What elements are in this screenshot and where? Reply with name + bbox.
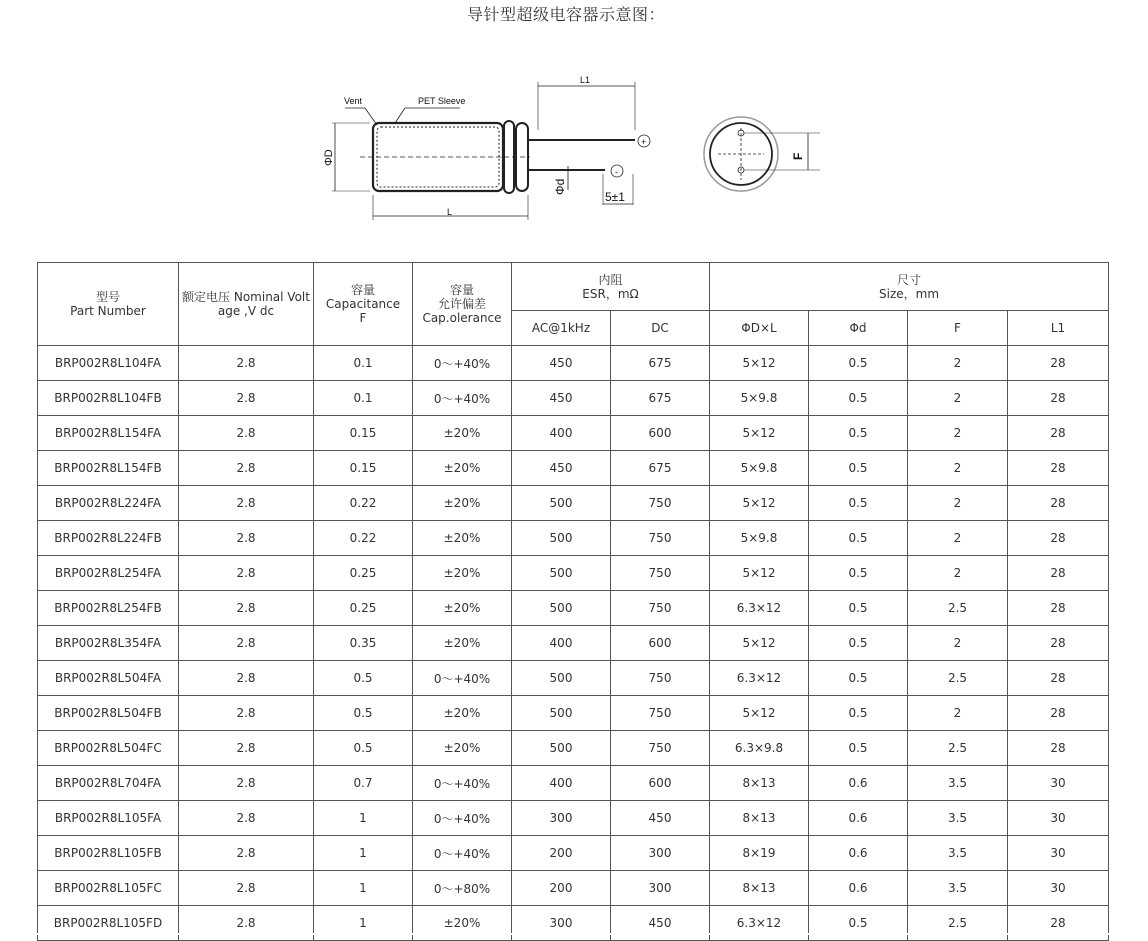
cell-voltage: 2.8 [179,661,314,696]
cell-f: 2 [908,346,1008,381]
cell-dxl: 5×12 [710,696,809,731]
cell-esr-dc: 600 [611,416,710,451]
cell-esr-dc: 750 [611,661,710,696]
cell-f: 2.5 [908,661,1008,696]
cell-esr-ac: 300 [512,906,611,941]
cell-esr-ac: 450 [512,381,611,416]
cell-capacitance: 0.25 [314,556,413,591]
cell-part-number: BRP002R8L504FB [38,696,179,731]
cell-phid: 0.5 [809,416,908,451]
cell-part-number: BRP002R8L105FB [38,836,179,871]
cell-esr-dc: 750 [611,696,710,731]
cell-esr-ac: 450 [512,451,611,486]
cell-esr-dc: 675 [611,451,710,486]
cell-part-number: BRP002R8L154FA [38,416,179,451]
table-row [38,766,1109,801]
cell-phid: 0.6 [809,766,908,801]
cell-l1: 28 [1008,696,1109,731]
cell-dxl: 5×12 [710,346,809,381]
cell-part-number: BRP002R8L105FA [38,801,179,836]
cell-esr-dc: 750 [611,591,710,626]
cell-capacitance: 1 [314,871,413,906]
cell-tolerance: 0～+40% [413,801,512,836]
cell-capacitance: 0.15 [314,416,413,451]
header-dxl: ΦD×L [710,311,809,346]
cell-part-number: BRP002R8L704FA [38,766,179,801]
cell-voltage: 2.8 [179,486,314,521]
cell-capacitance: 0.5 [314,696,413,731]
table-row [38,731,1109,766]
cell-voltage: 2.8 [179,346,314,381]
cell-f: 2.5 [908,906,1008,941]
table-row [38,591,1109,626]
cell-tolerance: ±20% [413,521,512,556]
l1-label: L1 [580,75,591,85]
cell-esr-dc: 600 [611,626,710,661]
cell-f: 3.5 [908,871,1008,906]
cell-voltage: 2.8 [179,731,314,766]
cell-phid: 0.5 [809,486,908,521]
header-capacitance: 容量 Capacitance F [314,263,413,346]
cell-l1: 28 [1008,346,1109,381]
cell-esr-dc: 750 [611,521,710,556]
cell-tolerance: 0～+40% [413,766,512,801]
cell-phid: 0.6 [809,801,908,836]
cell-f: 3.5 [908,836,1008,871]
header-l1: L1 [1008,311,1109,346]
lead-spacing-label: 5±1 [605,190,625,204]
table-row [38,381,1109,416]
cell-f: 2 [908,416,1008,451]
cell-l1: 30 [1008,766,1109,801]
cell-f: 3.5 [908,801,1008,836]
table-row [38,416,1109,451]
cell-esr-ac: 450 [512,346,611,381]
table-row [38,871,1109,906]
cell-f: 2 [908,556,1008,591]
cell-tolerance: ±20% [413,591,512,626]
cell-part-number: BRP002R8L154FB [38,451,179,486]
table-row [38,521,1109,556]
cell-esr-ac: 500 [512,556,611,591]
cell-part-number: BRP002R8L504FC [38,731,179,766]
cell-voltage: 2.8 [179,696,314,731]
cell-phid: 0.5 [809,556,908,591]
cell-esr-ac: 500 [512,521,611,556]
cell-capacitance: 0.35 [314,626,413,661]
header-phid: Φd [809,311,908,346]
cell-voltage: 2.8 [179,521,314,556]
cell-esr-ac: 500 [512,696,611,731]
cell-tolerance: ±20% [413,696,512,731]
cell-phid: 0.5 [809,346,908,381]
header-esr-ac: AC@1kHz [512,311,611,346]
cell-dxl: 5×12 [710,556,809,591]
cell-tolerance: 0～+40% [413,836,512,871]
cell-esr-dc: 675 [611,381,710,416]
cell-l1: 28 [1008,731,1109,766]
cell-capacitance: 0.25 [314,591,413,626]
cell-esr-dc: 450 [611,801,710,836]
capacitor-diagram [320,70,840,230]
cell-esr-dc: 750 [611,486,710,521]
cell-part-number: BRP002R8L104FB [38,381,179,416]
cell-esr-dc: 750 [611,731,710,766]
cell-tolerance: ±20% [413,731,512,766]
cell-part-number: BRP002R8L224FA [38,486,179,521]
cell-l1: 28 [1008,556,1109,591]
cell-part-number: BRP002R8L504FA [38,661,179,696]
cell-dxl: 8×13 [710,871,809,906]
cell-tolerance: ±20% [413,486,512,521]
table-row [38,451,1109,486]
cell-dxl: 5×12 [710,626,809,661]
header-esr: 内阻 ESR，mΩ [512,263,710,311]
cell-voltage: 2.8 [179,416,314,451]
cell-dxl: 5×12 [710,416,809,451]
cell-l1: 28 [1008,416,1109,451]
cell-f: 3.5 [908,766,1008,801]
table-row [38,486,1109,521]
cell-voltage: 2.8 [179,556,314,591]
cell-esr-ac: 500 [512,591,611,626]
spec-table [37,262,1109,941]
cell-tolerance: ±20% [413,626,512,661]
cell-capacitance: 0.5 [314,661,413,696]
cell-tolerance: ±20% [413,906,512,941]
cell-phid: 0.6 [809,836,908,871]
cell-dxl: 8×13 [710,801,809,836]
cell-dxl: 8×19 [710,836,809,871]
cell-tolerance: ±20% [413,556,512,591]
cell-esr-dc: 675 [611,346,710,381]
cell-phid: 0.5 [809,696,908,731]
cell-capacitance: 0.15 [314,451,413,486]
cell-l1: 28 [1008,626,1109,661]
cell-dxl: 5×9.8 [710,381,809,416]
cell-capacitance: 0.7 [314,766,413,801]
cell-esr-ac: 400 [512,626,611,661]
page-title: 导针型超级电容器示意图： [466,5,665,24]
cell-phid: 0.5 [809,591,908,626]
cell-part-number: BRP002R8L224FB [38,521,179,556]
minus-label: - [615,167,618,177]
table-row [38,836,1109,871]
cell-tolerance: 0～+40% [413,346,512,381]
table-body [38,346,1109,941]
cell-esr-ac: 300 [512,801,611,836]
cell-dxl: 5×9.8 [710,451,809,486]
cell-esr-ac: 400 [512,766,611,801]
table-row [38,906,1109,941]
cell-f: 2 [908,486,1008,521]
cell-tolerance: ±20% [413,451,512,486]
cell-f: 2 [908,451,1008,486]
cell-f: 2 [908,626,1008,661]
cell-dxl: 6.3×12 [710,661,809,696]
cell-esr-ac: 500 [512,661,611,696]
cell-l1: 28 [1008,521,1109,556]
cell-voltage: 2.8 [179,766,314,801]
cell-l1: 30 [1008,871,1109,906]
cell-dxl: 5×9.8 [710,521,809,556]
cell-esr-ac: 200 [512,871,611,906]
cell-f: 2 [908,696,1008,731]
cell-l1: 28 [1008,381,1109,416]
cell-voltage: 2.8 [179,591,314,626]
cell-esr-dc: 600 [611,766,710,801]
cell-f: 2 [908,521,1008,556]
phi-d-label: Φd [553,178,567,195]
cell-phid: 0.5 [809,626,908,661]
cell-l1: 28 [1008,661,1109,696]
cell-tolerance: ±20% [413,416,512,451]
cell-voltage: 2.8 [179,906,314,941]
cell-part-number: BRP002R8L105FD [38,906,179,941]
cell-part-number: BRP002R8L254FB [38,591,179,626]
header-part-number: 型号 Part Number [38,263,179,346]
cell-l1: 28 [1008,451,1109,486]
cell-part-number: BRP002R8L254FA [38,556,179,591]
cell-l1: 30 [1008,801,1109,836]
cell-l1: 28 [1008,486,1109,521]
cell-capacitance: 0.1 [314,381,413,416]
cell-l1: 30 [1008,836,1109,871]
table-row [38,661,1109,696]
cell-capacitance: 0.1 [314,346,413,381]
cell-phid: 0.6 [809,871,908,906]
cell-capacitance: 1 [314,801,413,836]
cell-capacitance: 0.22 [314,521,413,556]
cell-dxl: 6.3×12 [710,906,809,941]
vent-label: Vent [344,96,363,106]
cell-dxl: 6.3×12 [710,591,809,626]
header-f: F [908,311,1008,346]
cell-part-number: BRP002R8L104FA [38,346,179,381]
cell-f: 2.5 [908,591,1008,626]
cell-tolerance: 0～+80% [413,871,512,906]
cell-tolerance: 0～+40% [413,661,512,696]
cell-voltage: 2.8 [179,871,314,906]
cell-esr-ac: 500 [512,486,611,521]
cell-dxl: 8×13 [710,766,809,801]
cell-phid: 0.5 [809,906,908,941]
table-header [38,263,1109,346]
cell-phid: 0.5 [809,661,908,696]
cell-capacitance: 0.5 [314,731,413,766]
cell-part-number: BRP002R8L354FA [38,626,179,661]
cell-phid: 0.5 [809,451,908,486]
cell-dxl: 6.3×9.8 [710,731,809,766]
pet-sleeve-label: PET Sleeve [418,96,466,106]
cell-esr-dc: 300 [611,836,710,871]
cell-capacitance: 1 [314,836,413,871]
cell-capacitance: 1 [314,906,413,941]
cell-capacitance: 0.22 [314,486,413,521]
cell-dxl: 5×12 [710,486,809,521]
header-tolerance: 容量 允许偏差 Cap.olerance [413,263,512,346]
l-label: L [447,207,453,217]
table-row [38,346,1109,381]
table-row [38,556,1109,591]
cell-esr-dc: 450 [611,906,710,941]
cell-esr-ac: 200 [512,836,611,871]
cell-esr-dc: 750 [611,556,710,591]
cell-part-number: BRP002R8L105FC [38,871,179,906]
cell-voltage: 2.8 [179,801,314,836]
cell-phid: 0.5 [809,521,908,556]
cell-voltage: 2.8 [179,381,314,416]
table-row [38,696,1109,731]
cell-f: 2.5 [908,731,1008,766]
cell-f: 2 [908,381,1008,416]
cell-tolerance: 0～+40% [413,381,512,416]
plus-label: + [641,137,647,147]
cell-l1: 28 [1008,906,1109,941]
cell-voltage: 2.8 [179,626,314,661]
cell-esr-dc: 300 [611,871,710,906]
cell-phid: 0.5 [809,381,908,416]
header-size: 尺寸 Size，mm [710,263,1109,311]
cell-voltage: 2.8 [179,451,314,486]
cell-esr-ac: 500 [512,731,611,766]
table-row [38,801,1109,836]
cell-phid: 0.5 [809,731,908,766]
header-voltage: 额定电压 Nominal Volt age ,V dc [179,263,314,346]
phi-D-label: ΦD [323,149,335,166]
cell-l1: 28 [1008,591,1109,626]
cell-voltage: 2.8 [179,836,314,871]
table-row [38,626,1109,661]
header-esr-dc: DC [611,311,710,346]
f-label: F [791,152,805,160]
cell-esr-ac: 400 [512,416,611,451]
